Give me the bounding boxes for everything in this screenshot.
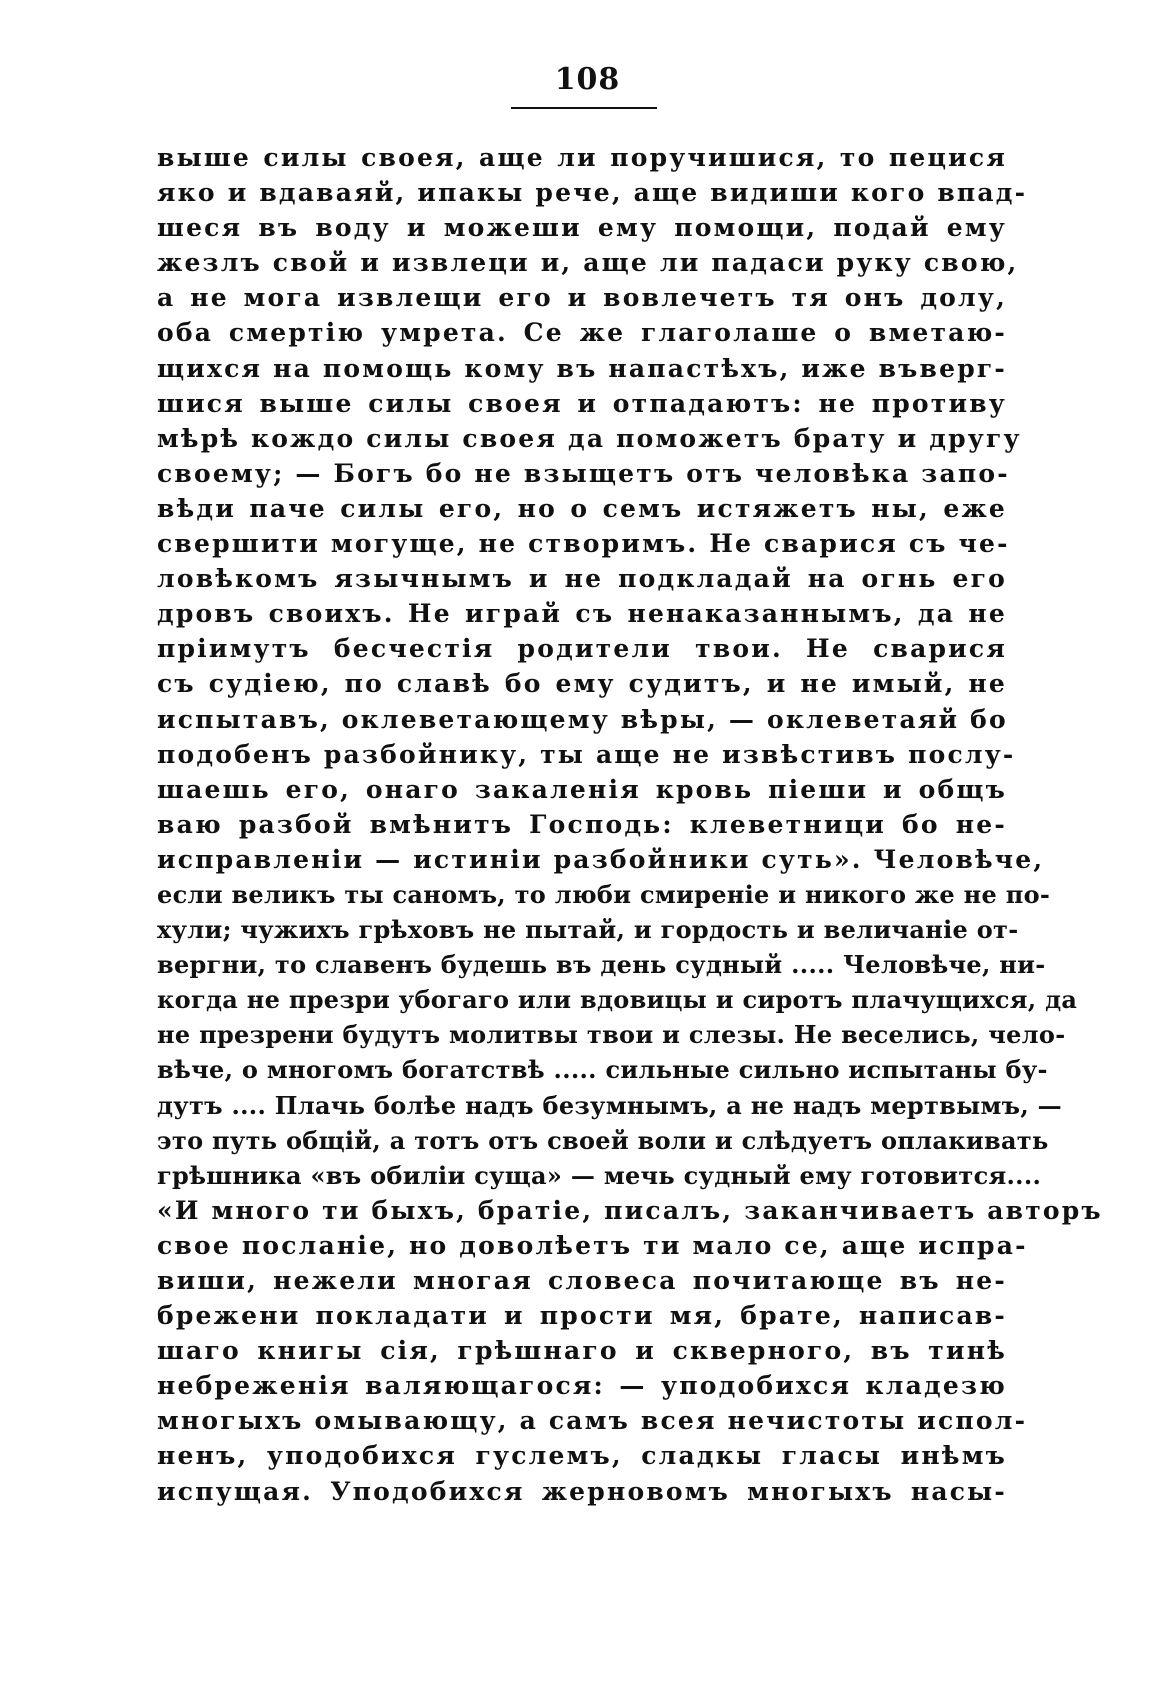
text-line: дутъ .... Плачь болѣе надъ безумнымъ, а не надъ мертвымъ, — [157, 1090, 1062, 1120]
text-line: жезлъ свой и извлеци и, аще ли падаси руку свою, [157, 248, 1019, 278]
text-line: вергни, то славенъ будешь въ день судный ..... Человѣче, ни- [157, 950, 1046, 980]
text-line: не презрени будутъ молитвы твои и слезы. Не веселись, чело- [157, 1020, 1066, 1050]
text-line: а не мога извлещи его и вовлечетъ тя онъ долу, [157, 283, 1007, 313]
text-line: свое посланіе, но доволѣетъ ти мало се, аще испра- [157, 1230, 1028, 1260]
text-line: дровъ своихъ. Не играй съ ненаказаннымъ, да не [157, 599, 1007, 629]
text-line: вѣче, о многомъ богатствѣ ..... сильные сильно испытаны бу- [157, 1055, 1048, 1085]
text-line: испытавъ, оклеветающему вѣры, — оклеветаяй бо [157, 704, 1008, 734]
text-line: оба смертію умрета. Се же глаголаше о вметаю- [157, 318, 1007, 348]
text-line: ненъ, уподобихся гуслемъ, сладкы гласы инѣмъ [157, 1441, 1007, 1471]
text-line: ловѣкомъ язычнымъ и не подкладай на огнь его [157, 564, 1007, 594]
text-line: если великъ ты саномъ, то люби смиреніе и никого же не по- [157, 879, 1051, 909]
text-line: яко и вдаваяй, ипакы рече, аще видиши кого впад- [157, 178, 1028, 208]
text-line: щихся на помощь кому въ напастѣхъ, иже въверг- [157, 353, 1007, 383]
text-line: шеся въ воду и можеши ему помощи, подай ему [157, 213, 1007, 243]
text-line: съ судіею, по славѣ бо ему судитъ, и не имый, не [157, 669, 1007, 699]
text-line: вѣди паче силы его, но о семъ истяжетъ ны, еже [157, 493, 1007, 523]
text-line: когда не презри убогаго или вдовицы и сиротъ плачущихся, да [157, 985, 1078, 1015]
text-line: испущая. Уподобихся жерновомъ многыхъ насы- [157, 1476, 1007, 1506]
text-line: шися выше силы своея и отпадаютъ: не противу [157, 388, 1007, 418]
text-line: «И много ти быхъ, братіе, писалъ, заканчиваетъ авторъ [157, 1195, 1103, 1225]
text-line: виши, нежели многая словеса почитающе въ не- [157, 1266, 1007, 1295]
text-line: шаго книгы сія, грѣшнаго и скверного, въ тинѣ [157, 1336, 1007, 1366]
text-line: исправленіи — истиніи разбойники суть». Человѣче, [157, 844, 1045, 874]
text-line: пріимутъ бесчестія родители твои. Не сварися [157, 634, 1007, 664]
header-rule [511, 107, 657, 109]
text-line: многыхъ омывающу, а самъ всея нечистоты испол- [157, 1406, 1028, 1436]
text-line: ваю разбой вмѣнитъ Господь: клеветници бо не- [157, 809, 1007, 839]
text-line: брежени покладати и прости мя, брате, написав- [157, 1301, 1007, 1331]
text-line: это путь общій, а тотъ отъ своей воли и слѣдуетъ оплакивать [157, 1125, 1049, 1155]
text-line: подобенъ разбойнику, ты аще не извѣстивъ послу- [157, 739, 1016, 769]
text-line: грѣшника «въ обиліи суща» — мечь судный ему готовится.... [157, 1160, 1042, 1190]
text-line: своему; — Богъ бо не взыщетъ отъ человѣка запо- [157, 458, 1010, 488]
text-line: свершити могуще, не створимъ. Не сварися съ че- [157, 529, 1010, 559]
text-line: выше силы своея, аще ли поручишися, то пецися [157, 143, 1007, 172]
text-line: шаешь его, онаго закаленія кровь піеши и общъ [157, 774, 1007, 804]
text-line: мѣрѣ кождо силы своея да поможетъ брату и другу [157, 423, 1022, 453]
page-number: 108 [554, 62, 621, 97]
text-line: небреженія валяющагося: — уподобихся кладезю [157, 1371, 1007, 1401]
text-line: хули; чужихъ грѣховъ не пытай, и гордость и величаніе от- [157, 915, 1019, 945]
text-block [157, 140, 1103, 1509]
